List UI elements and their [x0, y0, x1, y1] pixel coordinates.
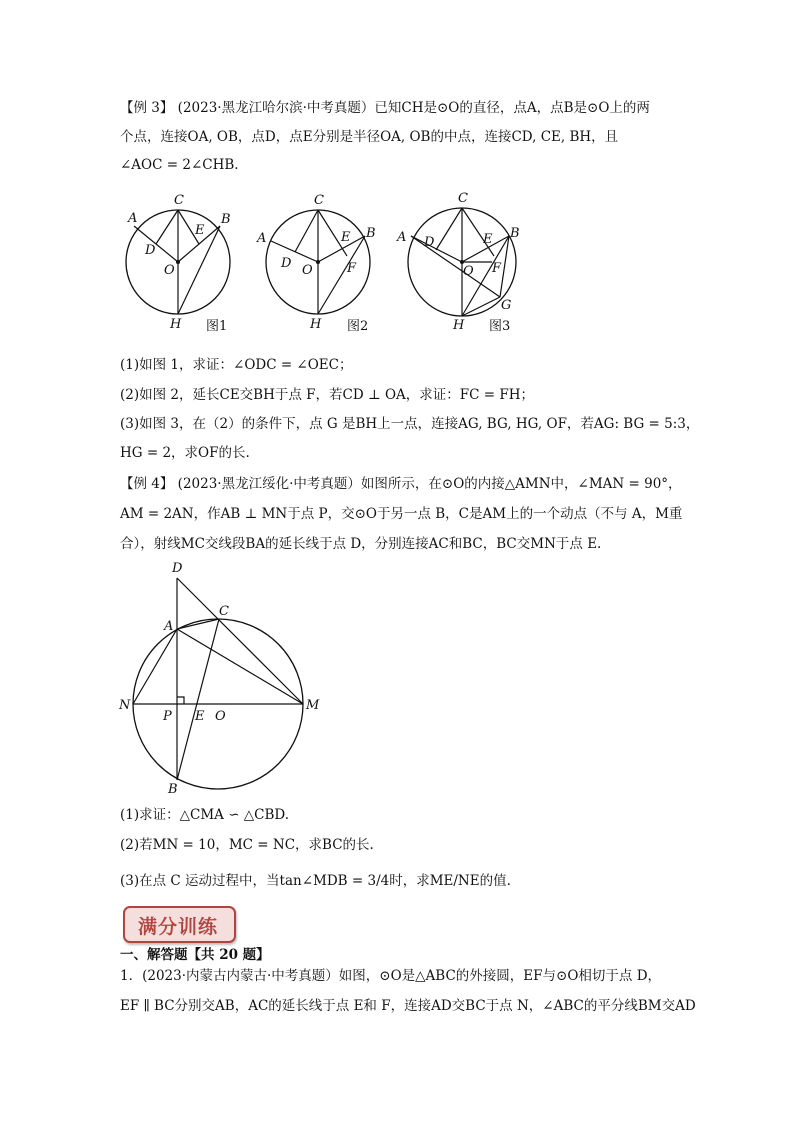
figure-2 [255, 190, 380, 339]
example4-question1: (1)求证：△CMA ∽ △CBD. [120, 807, 290, 823]
fig2-label-d: D [281, 256, 292, 271]
fig1-label-o: O [164, 263, 175, 278]
fig4-label-m: M [306, 698, 320, 713]
example4-line2: AM = 2AN，作AB ⊥ MN于点 P，交⊙O于另一点 B，C是AM上的一个动点（不与 A，M重 [120, 506, 683, 522]
example3-question3a: (3)如图 3，在（2）的条件下，点 G 是BH上一点，连接AG, BG, HG, OF，若AG: BG = 5:3， [120, 416, 700, 432]
example4-question3: (3)在点 C 运动过程中，当tan∠MDB = 3/4时，求ME/NE的值. [120, 873, 511, 889]
fig1-label-a: A [128, 211, 138, 226]
fig1-label-h: H [170, 317, 182, 332]
fig3-label-h: H [453, 318, 465, 333]
full-score-training-badge [123, 906, 236, 943]
fig4-label-a: A [164, 619, 174, 634]
fig4-label-o: O [215, 709, 226, 724]
fig2-label-o: O [302, 263, 313, 278]
fig4-label-n: N [119, 698, 131, 713]
fig4-label-p: P [163, 709, 172, 724]
fig1-label-d: D [145, 243, 156, 258]
problem1-line2: EF ∥ BC分别交AB，AC的延长线于点 E和 F，连接AD交BC于点 N，∠ABC的平分线BM交AD [120, 998, 696, 1014]
fig4-label-c: C [219, 604, 229, 619]
fig4-label-e: E [195, 709, 205, 724]
fig2-label-h: H [310, 317, 322, 332]
fig1-label-e: E [195, 223, 205, 238]
fig3-label-e: E [483, 232, 493, 247]
fig2-label-b: B [366, 226, 376, 241]
fig3-label-f: F [492, 261, 502, 276]
fig3-label-o: O [463, 264, 474, 279]
fig3-label-d: D [424, 235, 435, 250]
fig2-caption: 图2 [347, 319, 369, 334]
fig3-label-b: B [510, 226, 520, 241]
example3-question2: (2)如图 2，延长CE交BH于点 F，若CD ⊥ OA，求证：FC = FH； [120, 387, 535, 403]
fig4-label-d: D [172, 561, 183, 576]
fig2-label-c: C [314, 193, 324, 208]
problem1-line1: 1．(2023·内蒙古内蒙古·中考真题）如图，⊙O是△ABC的外接圆，EF与⊙O相切于点 D， [120, 968, 662, 984]
example3-question3b: HG = 2，求OF的长. [120, 445, 250, 461]
figure-4 [115, 558, 330, 802]
fig2-label-a: A [257, 231, 267, 246]
example3-line2: 个点，连接OA, OB，点D，点E分别是半径OA, OB的中点，连接CD, CE, BH，且 [120, 129, 619, 145]
fig1-label-c: C [174, 193, 184, 208]
fig3-label-c: C [458, 191, 468, 206]
fig3-caption: 图3 [489, 319, 511, 334]
example3-line1: 【例 3】 (2023·黑龙江哈尔滨·中考真题）已知CH是⊙O的直径，点A，点B是⊙O上的两 [120, 100, 650, 116]
example4-question2: (2)若MN = 10，MC = NC，求BC的长. [120, 837, 374, 853]
figure-3 [393, 190, 528, 339]
fig4-label-b: B [168, 782, 178, 797]
example4-line1: 【例 4】 (2023·黑龙江绥化·中考真题）如图所示，在⊙O的内接△AMN中，∠MAN = 90°， [120, 476, 682, 492]
fig3-label-g: G [501, 298, 512, 313]
fig1-label-b: B [221, 212, 231, 227]
example3-question1: (1)如图 1，求证：∠ODC = ∠OEC； [120, 357, 353, 373]
badge-label: 满分训练 [138, 916, 219, 938]
figure-1 [118, 190, 238, 339]
example3-line3: ∠AOC = 2∠CHB. [120, 157, 239, 173]
fig2-label-f: F [347, 261, 357, 276]
section-heading: 一、解答题【共 20 题】 [120, 947, 270, 963]
fig3-label-a: A [397, 230, 407, 245]
fig2-label-e: E [341, 230, 351, 245]
fig1-caption: 图1 [206, 319, 228, 334]
example4-line3: 合），射线MC交线段BA的延长线于点 D，分别连接AC和BC，BC交MN于点 E. [120, 536, 602, 552]
